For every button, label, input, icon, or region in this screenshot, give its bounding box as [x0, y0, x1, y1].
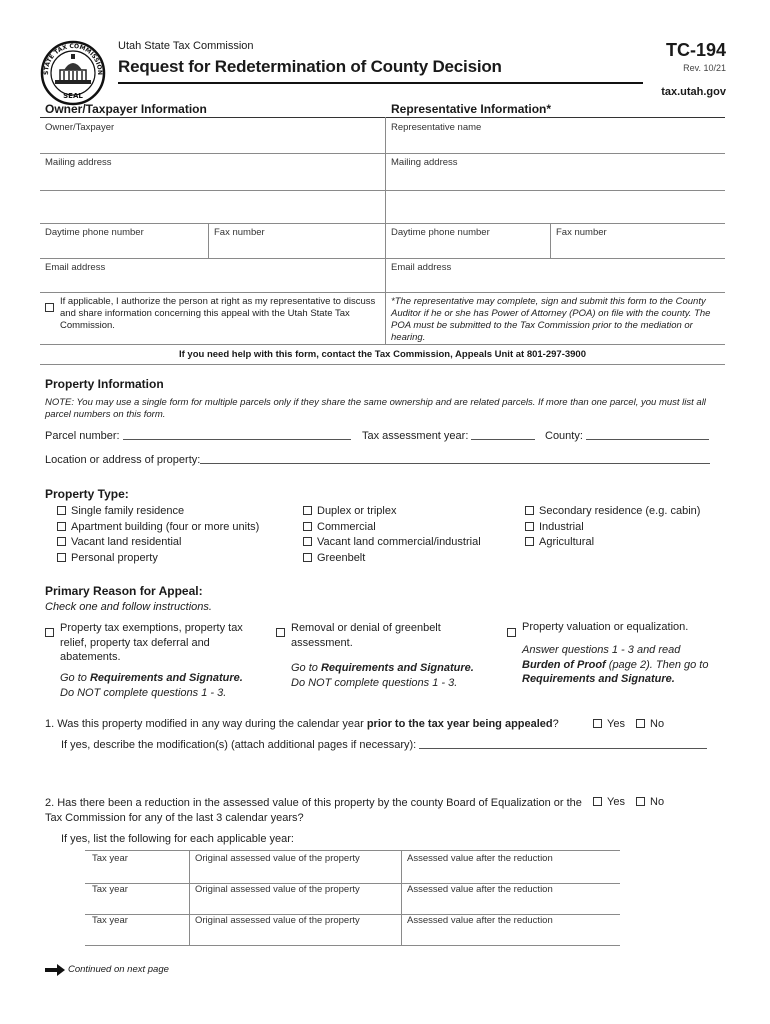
table-row-3-field[interactable] [86, 927, 619, 944]
reason-opt3-text: Property valuation or equalization. [522, 621, 689, 633]
reason-opt2-goto: Go to Requirements and Signature. Do NOT complete questions 1 - 3. [291, 662, 474, 689]
q1-followup-row [61, 739, 707, 751]
question-2: 2. Has there been a reduction in the assessed value of this property by the county Board of Equalization or the Tax Commission for any of the last 3 calendar years? [45, 797, 582, 824]
row-rule [40, 258, 725, 259]
reason-heading: Primary Reason for Appeal: [45, 584, 203, 598]
parcel-number-field[interactable] [123, 439, 351, 440]
location-field[interactable] [200, 463, 710, 464]
question-1: 1. Was this property modified in any way during the calendar year prior to the tax year being appealed? [45, 718, 559, 730]
owner-email-label: Email address [45, 262, 106, 273]
table-row-1-field[interactable] [86, 865, 619, 882]
reason-opt2-text: Removal or denial of greenbelt assessment. [291, 622, 441, 649]
q1-followup-label: If yes, describe the modification(s) (attach additional pages if necessary): [61, 739, 417, 751]
table-row-2-field[interactable] [86, 896, 619, 913]
arrow-right-icon [45, 963, 65, 975]
website: tax.utah.gov [661, 86, 726, 98]
owner-heading: Owner/Taxpayer Information [45, 102, 207, 116]
table-row-2-reduced: Assessed value after the reduction [407, 884, 553, 895]
q1-description-extra[interactable] [61, 760, 716, 780]
county-label: County: [545, 430, 583, 442]
table-row-3-tax-year: Tax year [92, 915, 128, 926]
checkbox-industrial[interactable]: Industrial [525, 520, 700, 536]
revision-date: Rev. 10/21 [683, 63, 726, 73]
checkbox-greenbelt[interactable]: Greenbelt [303, 551, 481, 567]
table-row-3-original: Original assessed value of the property [195, 915, 360, 926]
q1-yes-checkbox[interactable]: Yes [593, 718, 625, 730]
checkbox-valuation[interactable] [507, 623, 521, 641]
parcel-number-label: Parcel number: [45, 430, 120, 442]
reason-subheading: Check one and follow instructions. [45, 601, 212, 613]
rep-note: *The representative may complete, sign and submit this form to the County Auditor if he or she has Power of Attorney (POA) on file with the county. The POA must be submitted to the Tax Commission prior to the mediation or hearing. [391, 296, 711, 343]
table-row-1-reduced: Assessed value after the reduction [407, 853, 553, 864]
table-row-1-original: Original assessed value of the property [195, 853, 360, 864]
county-field[interactable] [586, 439, 709, 440]
checkbox-agricultural[interactable]: Agricultural [525, 535, 700, 551]
checkbox-vacant-residential[interactable]: Vacant land residential [57, 535, 259, 551]
column-divider [385, 117, 386, 344]
rep-heading: Representative Information* [391, 102, 552, 116]
reason-opt1-goto: Go to Requirements and Signature. Do NOT complete questions 1 - 3. [60, 672, 243, 699]
checkbox-secondary-residence[interactable]: Secondary residence (e.g. cabin) [525, 504, 700, 520]
table-row-2-tax-year: Tax year [92, 884, 128, 895]
checkbox-commercial[interactable]: Commercial [303, 520, 481, 536]
owner-fax-field[interactable] [209, 238, 385, 256]
checkbox-greenbelt-removal[interactable] [276, 623, 290, 641]
owner-mailing-label: Mailing address [45, 157, 112, 168]
location-row [45, 454, 710, 466]
table-bottom-rule [85, 945, 620, 946]
q1-description-field[interactable] [419, 748, 707, 749]
state-seal [40, 40, 106, 106]
tax-year-label: Tax assessment year: [362, 430, 469, 442]
row-rule [40, 223, 725, 224]
reason-opt3-instructions: Answer questions 1 - 3 and read Burden of Proof (page 2). Then go to Requirements and Signature. [522, 644, 709, 685]
row-rule [40, 190, 725, 191]
rep-name-label: Representative name [391, 122, 482, 133]
checkbox-duplex[interactable]: Duplex or triplex [303, 504, 481, 520]
continued-text: Continued on next page [68, 964, 169, 975]
table-row-1-tax-year: Tax year [92, 853, 128, 864]
row-rule [40, 153, 725, 154]
agency-name: Utah State Tax Commission [118, 40, 254, 52]
checkbox-vacant-commercial[interactable]: Vacant land commercial/industrial [303, 535, 481, 551]
form-title: Request for Redetermination of County Decision [118, 57, 502, 76]
property-type-heading: Property Type: [45, 487, 129, 501]
authorize-checkbox[interactable] [45, 298, 59, 316]
property-type-col3 [525, 504, 700, 551]
row-rule [40, 292, 725, 293]
rep-email-field[interactable] [386, 273, 725, 291]
location-label: Location or address of property: [45, 454, 201, 466]
county-row [545, 430, 709, 442]
rep-fax-label: Fax number [556, 227, 607, 238]
property-note: NOTE: You may use a single form for multiple parcels only if they share the same ownership and are related parcels. If more than one parcel, you must list all parcel numbers on this form. [45, 397, 706, 420]
parcel-number-row [45, 430, 351, 442]
q2-followup: If yes, list the following for each applicable year: [61, 833, 294, 845]
checkbox-exemptions[interactable] [45, 623, 59, 641]
rep-phone-field[interactable] [386, 238, 550, 256]
property-heading: Property Information [45, 377, 164, 391]
rep-phone-label: Daytime phone number [391, 227, 490, 238]
table-top-rule [85, 850, 620, 851]
q2-yes-checkbox[interactable]: Yes [593, 796, 625, 808]
owner-phone-field[interactable] [40, 238, 208, 256]
table-row-2-original: Original assessed value of the property [195, 884, 360, 895]
authorize-text: If applicable, I authorize the person at right as my representative to discuss and share information concerning this appeal with the Utah State Tax Commission. [60, 296, 376, 331]
header-rule [118, 82, 643, 84]
tax-year-row [362, 430, 535, 442]
rep-mailing-label: Mailing address [391, 157, 458, 168]
rep-mailing-field[interactable] [386, 168, 725, 220]
reason-opt1-text: Property tax exemptions, property tax relief, property tax deferral and abatements. [60, 622, 243, 663]
owner-email-field[interactable] [40, 273, 385, 291]
checkbox-apartment[interactable]: Apartment building (four or more units) [57, 520, 259, 536]
checkbox-single-family[interactable]: Single family residence [57, 504, 259, 520]
property-type-col2 [303, 504, 481, 566]
owner-phone-label: Daytime phone number [45, 227, 144, 238]
row-rule [40, 364, 725, 365]
table-row-3-reduced: Assessed value after the reduction [407, 915, 553, 926]
help-line: If you need help with this form, contact the Tax Commission, Appeals Unit at 801-297-3900 [178, 349, 586, 360]
form-number: TC-194 [665, 40, 726, 60]
tax-year-field[interactable] [471, 439, 535, 440]
section-rule [40, 117, 725, 118]
property-type-col1 [57, 504, 259, 566]
owner-mailing-field[interactable] [40, 168, 385, 220]
q1-no-checkbox[interactable]: No [636, 718, 664, 730]
seal-top-text: STATE TAX COMMISSION [42, 42, 104, 76]
rep-fax-field[interactable] [551, 238, 725, 256]
rep-email-label: Email address [391, 262, 452, 273]
owner-fax-label: Fax number [214, 227, 265, 238]
q2-no-checkbox[interactable]: No [636, 796, 664, 808]
owner-name-label: Owner/Taxpayer [45, 122, 115, 133]
seal-bottom-text: SEAL [63, 92, 83, 100]
row-rule [40, 344, 725, 345]
owner-name-field[interactable] [40, 133, 385, 151]
checkbox-personal-property[interactable]: Personal property [57, 551, 259, 567]
rep-name-field[interactable] [386, 133, 725, 151]
